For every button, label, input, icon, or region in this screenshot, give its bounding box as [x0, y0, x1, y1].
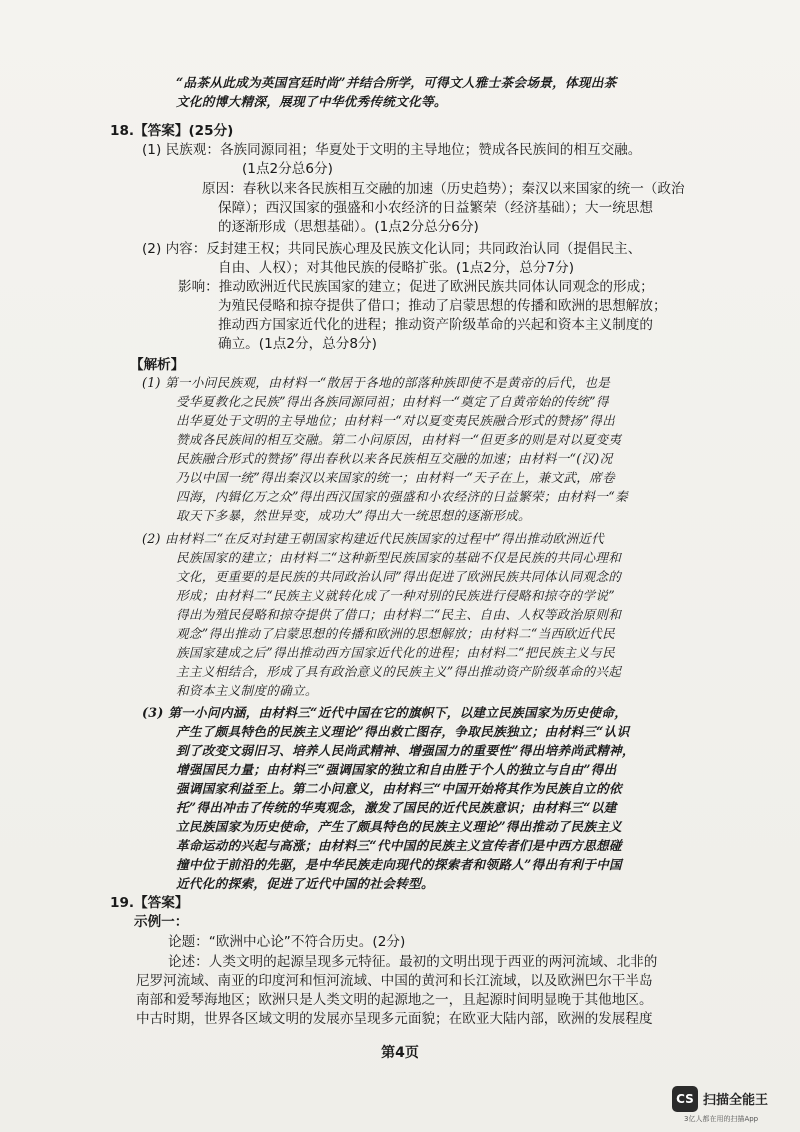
scanner-watermark [672, 1086, 790, 1126]
analysis-line: (3) 第一小问内涵，由材料三“近代中国在它的旗帜下，以建立民族国家为历史使命， [142, 705, 628, 720]
q18-answer-line: 影响：推动欧洲近代民族国家的建立；促进了欧洲民族共同体认同观念的形成； [178, 279, 654, 295]
q18-analysis-heading: 【解析】 [130, 357, 185, 373]
intro-line-2: 文化的博大精深，展现了中华优秀传统文化等。 [176, 94, 447, 109]
analysis-line: 立民族国家为历史使命，产生了颇具特色的民族主义理论”得出推动了民族主义 [176, 819, 622, 834]
q18-answer-line: (2) 内容：反封建王权；共同民族心理及民族文化认同；共同政治认同（提倡民主、 [142, 241, 642, 257]
analysis-line: (1) 第一小问民族观，由材料一“散居于各地的部落种族即使不是黄帝的后代，也是 [142, 375, 611, 390]
watermark-app-name: 扫描全能王 [703, 1093, 769, 1108]
analysis-line: 文化，更重要的是民族的共同政治认同”得出促进了欧洲民族共同体认同观念的 [176, 569, 622, 584]
analysis-line: 近代化的探索，促进了近代中国的社会转型。 [176, 876, 434, 891]
analysis-line: 托”得出冲击了传统的华夷观念，激发了国民的近代民族意识；由材料三“以建 [176, 800, 617, 815]
q19-example1-line: 论述：人类文明的起源呈现多元特征。最初的文明出现于西亚的两河流域、北非的 [168, 954, 658, 970]
page-number: 第4页 [381, 1045, 419, 1061]
q18-answer-line: 确立。(1点2分，总分8分) [218, 336, 377, 352]
analysis-line: 产生了颇具特色的民族主义理论”得出救亡图存，争取民族独立；由材料三“认识 [176, 724, 630, 739]
analysis-line: 民族国家的建立；由材料二“这种新型民族国家的基础不仅是民族的共同心理和 [176, 550, 622, 565]
camscanner-logo-icon: CS [672, 1086, 698, 1112]
analysis-line: 撞中位于前沿的先驱，是中华民族走向现代的探索者和领路人”得出有利于中国 [176, 857, 622, 872]
analysis-line: 族国家建成之后”得出推动西方国家近代化的进程；由材料二“把民族主义与民 [176, 645, 615, 660]
q18-answer-line: 原因：春秋以来各民族相互交融的加速（历史趋势）；秦汉以来国家的统一（政治 [202, 181, 685, 197]
q19-example1-line: 南部和爱琴海地区；欧洲只是人类文明的起源地之一，且起源时间明显晚于其他地区。 [136, 992, 653, 1008]
q18-answer-line: (1) 民族观：各族同源同祖；华夏处于文明的主导地位；赞成各民族间的相互交融。 [142, 142, 642, 158]
analysis-line: 增强国民力量；由材料三“强调国家的独立和自由胜于个人的独立与自由”得出 [176, 762, 617, 777]
intro-line-1: “品茶从此成为英国宫廷时尚”并结合所学，可得文人雅士茶会场景，体现出茶 [176, 75, 617, 90]
analysis-line: 受华夏教化之民族”得出各族同源同祖；由材料一“奠定了自黄帝始的传统”得 [176, 394, 609, 409]
analysis-line: 取天下多暴，然世异变，成功大”得出大一统思想的逐渐形成。 [176, 508, 531, 523]
q19-example1-line: 尼罗河流域、南亚的印度河和恒河流域、中国的黄河和长江流域，以及欧洲巴尔干半岛 [136, 973, 653, 989]
analysis-line: 和资本主义制度的确立。 [176, 683, 318, 698]
analysis-line: 主主义相结合，形成了具有政治意义的民族主义”得出推动资产阶级革命的兴起 [176, 664, 622, 679]
analysis-line: 民族融合形式的赞扬”得出春秋以来各民族相互交融的加速；由材料一“(汉)况 [176, 451, 613, 466]
analysis-line: 形成；由材料二“民族主义就转化成了一种对别的民族进行侵略和掠夺的学说” [176, 588, 615, 603]
q19-example1-line: 论题：“欧洲中心论”不符合历史。(2分) [168, 934, 406, 950]
q19-heading: 19.【答案】 [110, 895, 189, 911]
analysis-line: (2) 由材料二“在反对封建王朝国家构建近代民族国家的过程中”得出推动欧洲近代 [142, 531, 605, 546]
q18-answer-line: 保障）；西汉国家的强盛和小农经济的日益繁荣（经济基础）；大一统思想 [218, 200, 653, 216]
q18-answer-line: 的逐渐形成（思想基础）。(1点2分总分6分) [218, 219, 479, 235]
q19-example1-label: 示例一： [134, 914, 189, 930]
q18-heading: 18.【答案】(25分) [110, 123, 234, 139]
q18-answer-line: 推动西方国家近代化的进程；推动资产阶级革命的兴起和资本主义制度的 [218, 317, 653, 333]
watermark-tagline: 3亿人都在用的扫描App [684, 1115, 759, 1123]
analysis-line: 赞成各民族间的相互交融。第二小问原因，由材料一“但更多的则是对以夏变夷 [176, 432, 622, 447]
q18-answer-line: 为殖民侵略和掠夺提供了借口；推动了启蒙思想的传播和欧洲的思想解放； [218, 298, 667, 314]
analysis-line: 观念”得出推动了启蒙思想的传播和欧洲的思想解放；由材料二“当西欧近代民 [176, 626, 615, 641]
analysis-line: 得出为殖民侵略和掠夺提供了借口；由材料二“民主、自由、人权等政治原则和 [176, 607, 622, 622]
analysis-line: 四海，内辑亿万之众”得出西汉国家的强盛和小农经济的日益繁荣；由材料一“秦 [176, 489, 628, 504]
analysis-line: 革命运动的兴起与高涨；由材料三“代中国的民族主义宣传者们是中西方思想碰 [176, 838, 622, 853]
q18-answer-line: (1点2分总6分) [242, 161, 333, 177]
q19-example1-line: 中古时期，世界各区域文明的发展亦呈现多元面貌；在欧亚大陆内部，欧洲的发展程度 [136, 1011, 653, 1027]
analysis-line: 强调国家利益至上。第二小问意义，由材料三“中国开始将其作为民族自立的依 [176, 781, 622, 796]
analysis-line: 到了改变文弱旧习、培养人民尚武精神、增强国力的重要性”得出培养尚武精神， [176, 743, 635, 758]
q18-answer-line: 自由、人权）；对其他民族的侵略扩张。(1点2分，总分7分) [218, 260, 575, 276]
analysis-line: 出华夏处于文明的主导地位；由材料一“对以夏变夷民族融合形式的赞扬”得出 [176, 413, 615, 428]
analysis-line: 乃以中国一统”得出秦汉以来国家的统一；由材料一“天子在上，兼文武，席卷 [176, 470, 615, 485]
